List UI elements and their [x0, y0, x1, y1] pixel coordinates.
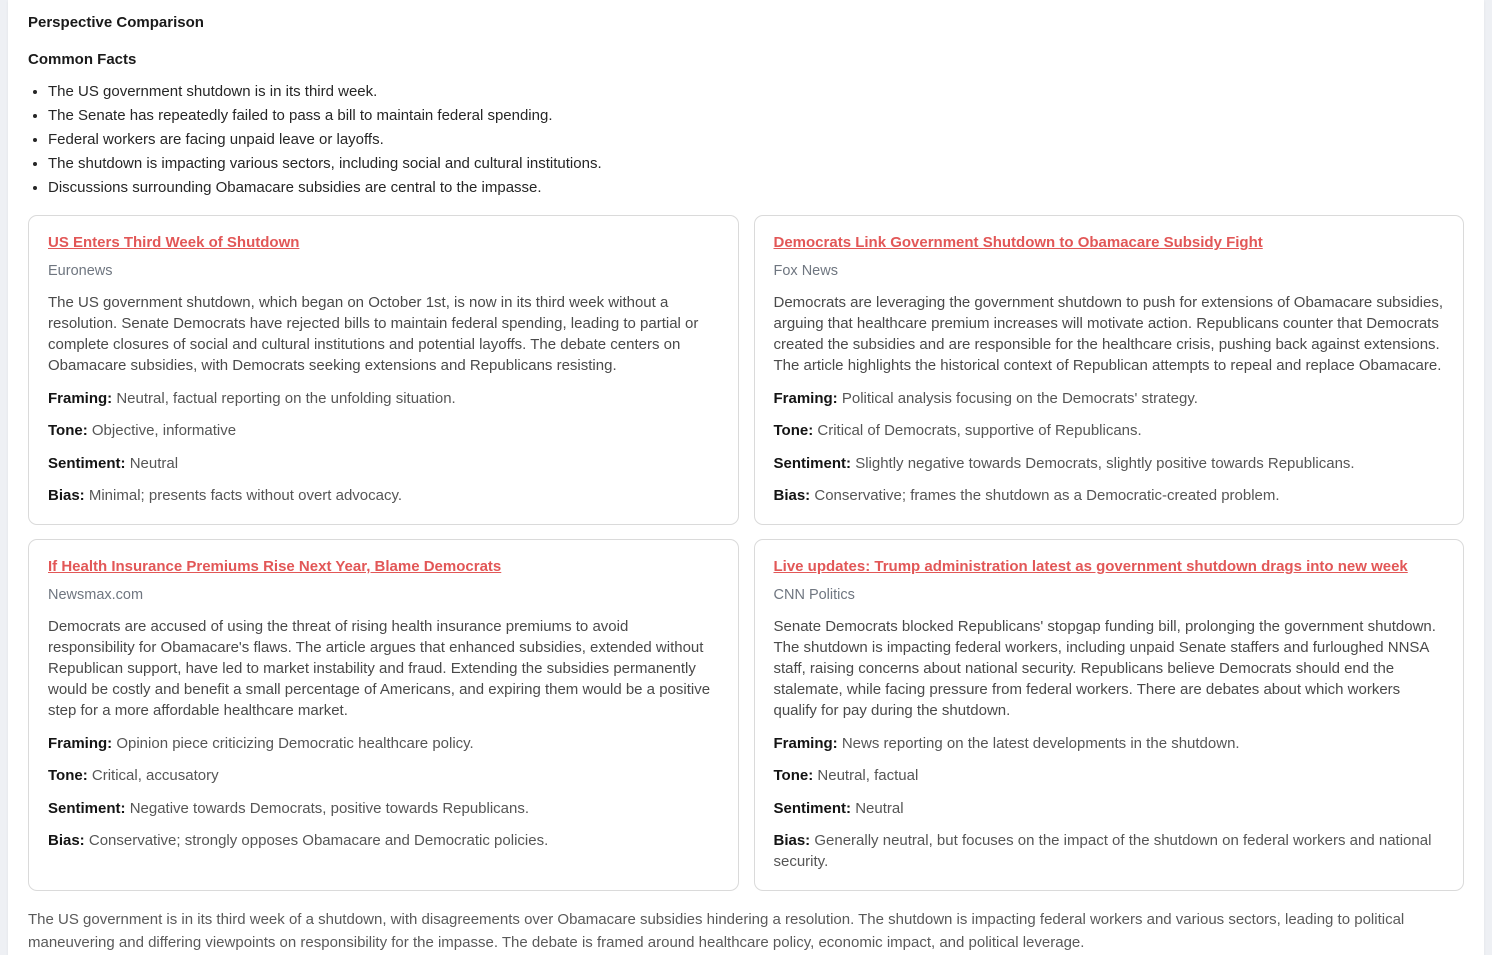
bias-row [774, 485, 1445, 506]
framing-row [48, 388, 719, 409]
sentiment-label: Sentiment: [48, 799, 126, 817]
common-facts-heading: Common Facts [28, 51, 137, 68]
bias-value: Conservative; frames the shutdown as a Democratic-created problem. [814, 487, 1280, 504]
article-card-newsmax [28, 539, 739, 891]
framing-value: Political analysis focusing on the Democrats' strategy. [841, 389, 1198, 407]
fact-item: • The shutdown is impacting various sectors, including social and cultural institutions. [48, 152, 1472, 176]
bias-label: Bias: [773, 832, 811, 849]
fact-item: • Federal workers are facing unpaid leave or layoffs. [48, 128, 1472, 152]
tone-value: Neutral, factual [817, 767, 919, 784]
bias-label: Bias: [48, 487, 85, 504]
article-cards-grid [20, 215, 1472, 891]
article-title-link[interactable]: Live updates: Trump administration latest as government shutdown drags into new week [773, 558, 1408, 575]
bias-label: Bias: [48, 832, 85, 849]
bias-row [48, 485, 719, 506]
article-source: CNN Politics [773, 587, 855, 603]
overall-summary: The US government is in its third week of a shutdown, with disagreements over Obamacare subsidies hindering a resolution. The shutdown is impacting federal workers and various sectors, leading to political maneuvering and differing viewpoints on responsibility for the impasse. The debate is framed around healthcare policy, economic impact, and political leverage. [28, 911, 1405, 951]
article-card-cnn-politics [754, 539, 1465, 891]
framing-label: Framing: [48, 389, 113, 407]
framing-value: Neutral, factual reporting on the unfolding situation. [116, 389, 456, 407]
framing-label: Framing: [48, 734, 113, 752]
article-title-link[interactable]: US Enters Third Week of Shutdown [48, 234, 300, 251]
framing-value: News reporting on the latest developments in the shutdown. [841, 734, 1240, 752]
perspective-comparison-panel [8, 0, 1484, 955]
sentiment-label: Sentiment: [48, 454, 126, 472]
tone-value: Critical, accusatory [91, 767, 219, 784]
article-title-link[interactable]: If Health Insurance Premiums Rise Next Year, Blame Democrats [48, 558, 502, 575]
article-source: Fox News [773, 263, 838, 279]
page-title: Perspective Comparison [28, 14, 204, 31]
tone-label: Tone: [48, 422, 88, 439]
tone-label: Tone: [773, 767, 814, 784]
tone-row [774, 765, 1445, 786]
sentiment-row [48, 453, 719, 474]
tone-value: Objective, informative [91, 422, 237, 439]
sentiment-label: Sentiment: [773, 799, 852, 817]
fact-item: • The Senate has repeatedly failed to pass a bill to maintain federal spending. [48, 104, 1472, 128]
article-card-euronews [28, 215, 739, 525]
bias-row [48, 830, 719, 851]
framing-row [48, 733, 719, 754]
framing-row [774, 388, 1445, 409]
article-summary: The US government shutdown, which began on October 1st, is now in its third week without a resolution. Senate Democrats have rejected bills to maintain federal spending, leading to partial or complete closures of social and cultural institutions and potential layoffs. The debate centers on Obamacare subsidies, with Democrats seeking extensions and Republicans resisting. [48, 294, 699, 374]
article-card-fox-news [754, 215, 1465, 525]
sentiment-value: Negative towards Democrats, positive towards Republicans. [129, 799, 530, 817]
framing-label: Framing: [773, 734, 838, 752]
sentiment-value: Neutral [129, 454, 179, 472]
sentiment-row [774, 453, 1445, 474]
article-title-link[interactable]: Democrats Link Government Shutdown to Obamacare Subsidy Fight [773, 234, 1263, 251]
tone-label: Tone: [773, 422, 814, 439]
sentiment-label: Sentiment: [773, 454, 852, 472]
article-summary: Democrats are accused of using the threat of rising health insurance premiums to avoid responsibility for Obamacare's flaws. The article argues that enhanced subsidies, extended without Republican support, have led to market instability and fraud. Extending the subsidies permanently would be costly and benefit a small percentage of Americans, and expiring them would be a positive step for a more affordable healthcare market. [48, 618, 711, 719]
sentiment-value: Neutral [855, 799, 904, 817]
tone-row [48, 420, 719, 441]
tone-value: Critical of Democrats, supportive of Republicans. [817, 422, 1142, 439]
article-source: Euronews [48, 263, 113, 279]
tone-row [774, 420, 1445, 441]
framing-value: Opinion piece criticizing Democratic healthcare policy. [116, 734, 474, 752]
framing-row [774, 733, 1445, 754]
common-facts-list [20, 80, 1472, 200]
framing-label: Framing: [773, 389, 838, 407]
sentiment-row [48, 798, 719, 819]
bias-value: Conservative; strongly opposes Obamacare and Democratic policies. [88, 832, 549, 849]
article-summary: Democrats are leveraging the government shutdown to push for extensions of Obamacare subsidies, arguing that healthcare premium increases will motivate action. Republicans counter that Democrats created the subsidies and are responsible for the healthcare crisis, pushing back against extensions. The article highlights the historical context of Republican attempts to repeal and replace Obamacare. [773, 294, 1444, 374]
bias-label: Bias: [773, 487, 811, 504]
tone-label: Tone: [48, 767, 88, 784]
bias-value: Generally neutral, but focuses on the impact of the shutdown on federal workers and national security. [773, 832, 1432, 870]
fact-item: • Discussions surrounding Obamacare subsidies are central to the impasse. [48, 176, 1472, 200]
sentiment-row [774, 798, 1445, 819]
bias-value: Minimal; presents facts without overt advocacy. [88, 487, 403, 504]
tone-row [48, 765, 719, 786]
sentiment-value: Slightly negative towards Democrats, slightly positive towards Republicans. [855, 454, 1355, 472]
article-source: Newsmax.com [48, 587, 144, 603]
fact-item: • The US government shutdown is in its third week. [48, 80, 1472, 104]
article-summary: Senate Democrats blocked Republicans' stopgap funding bill, prolonging the government shutdown. The shutdown is impacting federal workers, including unpaid Senate staffers and furloughed NNSA staff, raising concerns about national security. Republicans believe Democrats should end the stalemate, while facing pressure from federal workers. There are debates about which workers qualify for pay during the shutdown. [773, 618, 1436, 719]
bias-row [774, 830, 1445, 872]
